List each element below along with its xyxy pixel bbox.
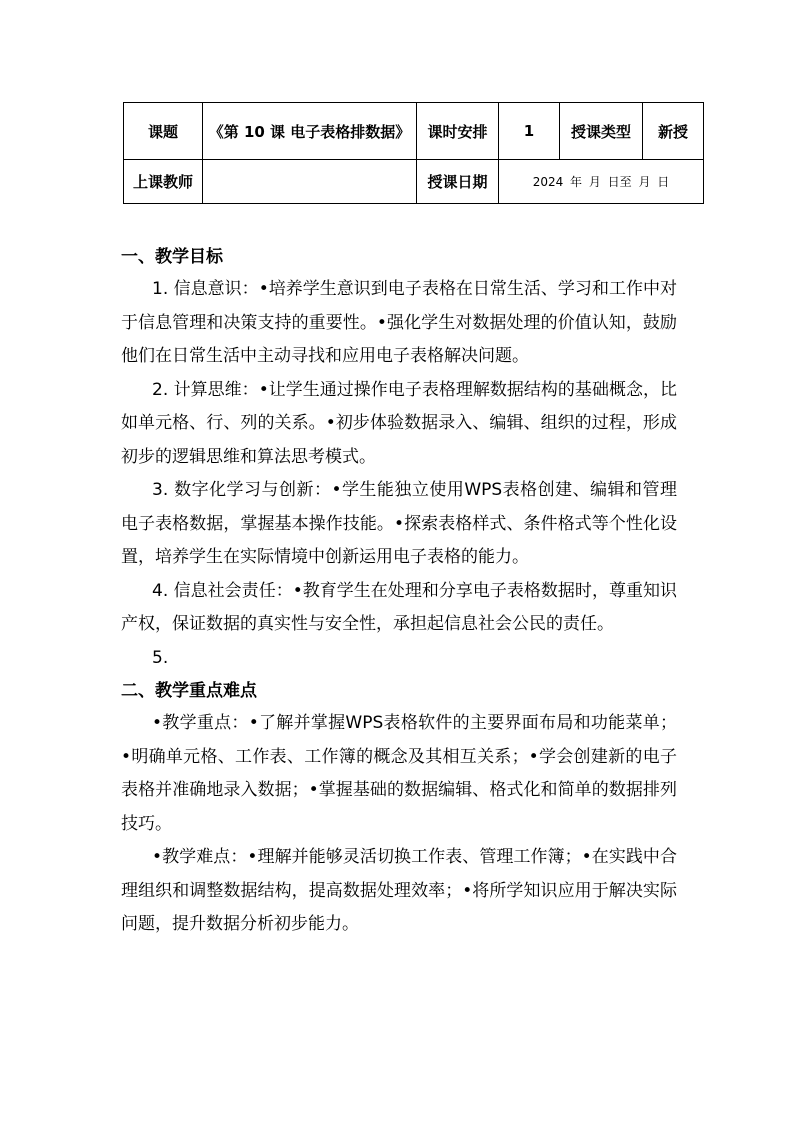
teacher-label: 上课教师 — [124, 160, 203, 204]
objective-item: 5. — [152, 647, 169, 668]
objective-item: 1. 信息意识：•培养学生意识到电子表格在日常生活、学习和工作中对于信息管理和决策支持的重要性。•强化学生对数据处理的价值认知，鼓励他们在日常生活中主动寻找和应用电子表格解决问题。 — [121, 279, 677, 366]
topic-label: 课题 — [124, 103, 203, 160]
difficulty-item: •教学难点：•理解并能够灵活切换工作表、管理工作簿；•在实践中合理组织和调整数据结构，提高数据处理效率；•将所学知识应用于解决实际问题，提升数据分析初步能力。 — [121, 847, 677, 934]
hours-value: 1 — [499, 103, 560, 160]
table-row — [124, 103, 704, 160]
key-point-item: •教学重点：•了解并掌握WPS表格软件的主要界面布局和功能菜单；•明确单元格、工作表、工作簿的概念及其相互关系；•学会创建新的电子表格并准确地录入数据；•掌握基础的数据编辑、格式化和简单的数据排列技巧。 — [121, 713, 677, 834]
date-value: 2024 年 月 日至 月 日 — [499, 160, 704, 204]
date-label: 授课日期 — [417, 160, 499, 204]
objective-item: 4. 信息社会责任：•教育学生在处理和分享电子表格数据时，尊重知识产权，保证数据的真实性与安全性，承担起信息社会公民的责任。 — [121, 580, 677, 634]
teacher-value — [203, 160, 417, 204]
topic-value: 《第 10 课 电子表格排数据》 — [203, 103, 417, 160]
table-row — [124, 160, 704, 204]
lesson-content — [121, 241, 677, 942]
objective-item: 3. 数字化学习与创新：•学生能独立使用WPS表格创建、编辑和管理电子表格数据，掌握基本操作技能。•探索表格样式、条件格式等个性化设置，培养学生在实际情境中创新运用电子表格的能力。 — [121, 480, 677, 567]
type-label: 授课类型 — [560, 103, 643, 160]
section-heading-objectives: 一、教学目标 — [121, 247, 223, 267]
hours-label: 课时安排 — [417, 103, 499, 160]
type-value: 新授 — [643, 103, 704, 160]
section-heading-key-points: 二、教学重点难点 — [121, 681, 257, 701]
objective-item: 2. 计算思维：•让学生通过操作电子表格理解数据结构的基础概念，比如单元格、行、列的关系。•初步体验数据录入、编辑、组织的过程，形成初步的逻辑思维和算法思考模式。 — [121, 379, 677, 467]
lesson-info-table — [123, 102, 704, 204]
